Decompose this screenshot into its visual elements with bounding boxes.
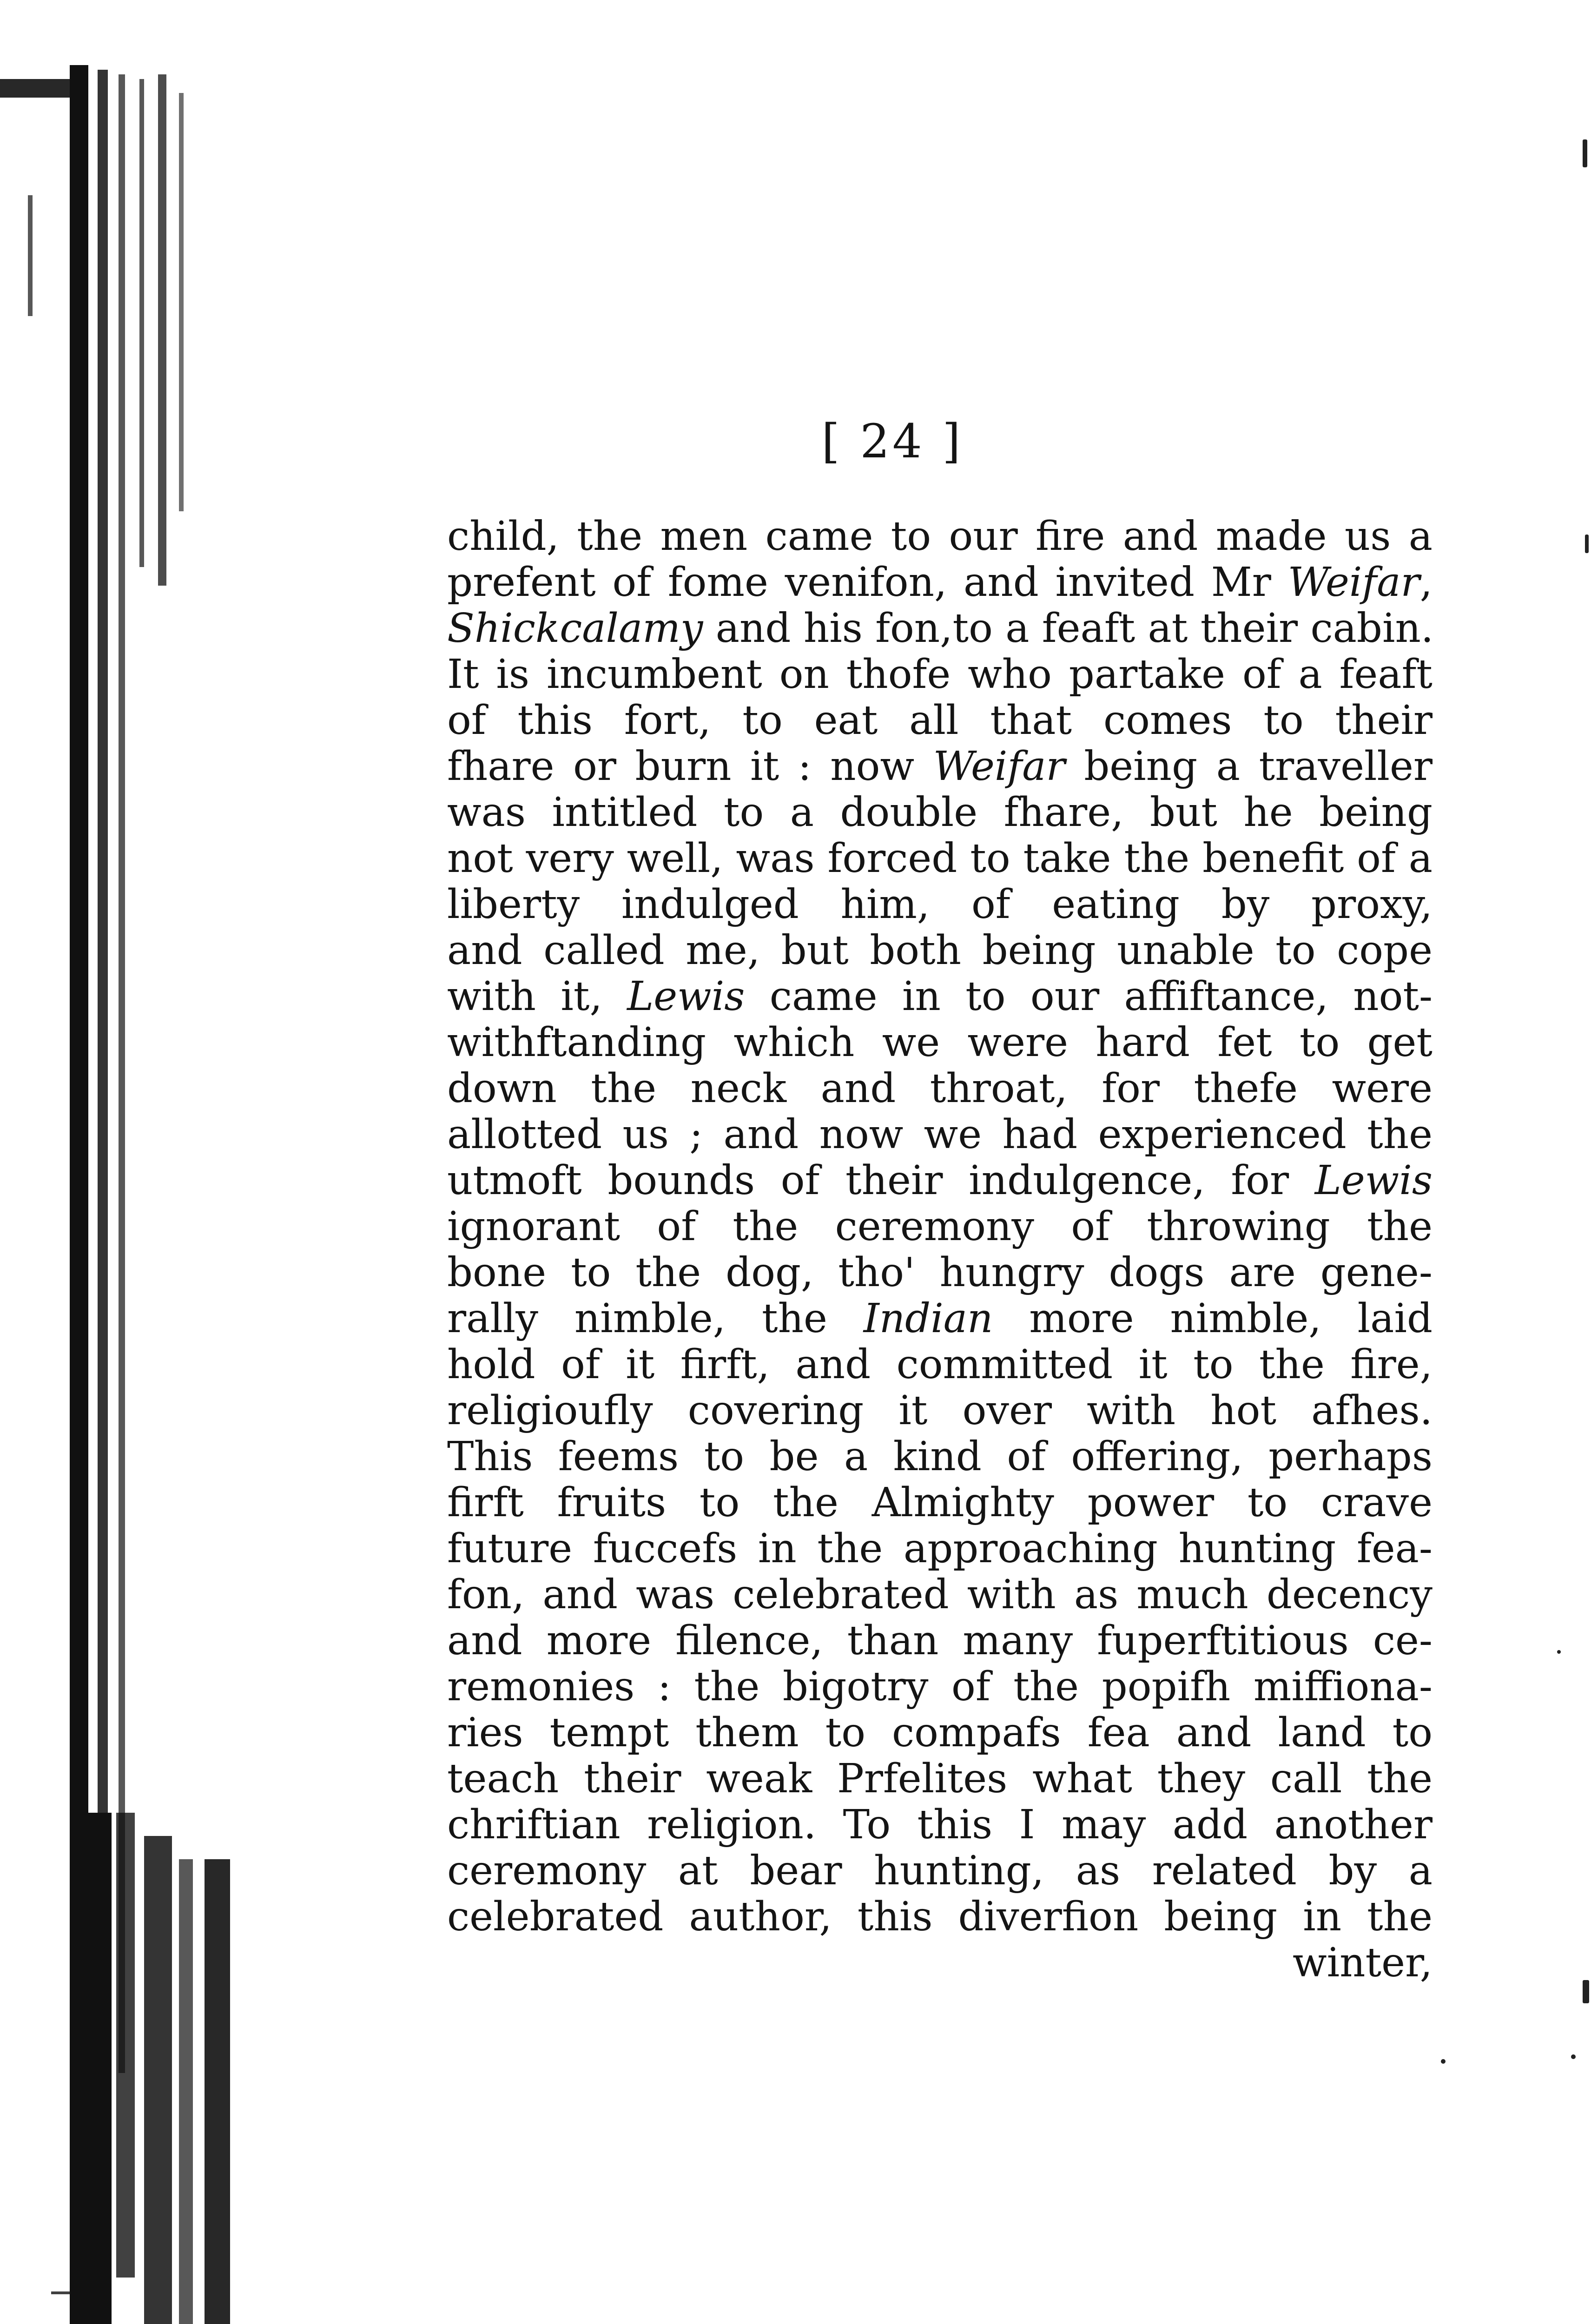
text-line: child, the men came to our fire and made us a: [447, 513, 1433, 560]
text-line: withftanding which we were hard fet to get: [447, 1019, 1433, 1066]
text-line: ceremony at bear hunting, as related by a: [447, 1848, 1433, 1894]
text-line: Shickcalamy and his fon,to a feaft at their cabin.: [447, 605, 1434, 652]
text-line: This feems to be a kind of offering, perhaps: [447, 1433, 1433, 1480]
text-line: prefent of fome venifon, and invited Mr Weifar,: [447, 559, 1433, 606]
text-line: and more filence, than many fuperftitious ce-: [447, 1618, 1433, 1664]
text-line: It is incumbent on thofe who partake of a feaft: [447, 651, 1433, 698]
text-line: remonies : the bigotry of the popifh miffiona-: [447, 1664, 1433, 1710]
text-line: not very well, was forced to take the benefit of a: [447, 835, 1433, 882]
text-line: fhare or burn it : now Weifar being a traveller: [447, 743, 1433, 790]
text-line: fon, and was celebrated with as much decency: [447, 1571, 1433, 1618]
text-line: ries tempt them to compafs fea and land to: [447, 1710, 1433, 1756]
body-text: [447, 514, 1433, 1986]
text-line: was intitled to a double fhare, but he being: [447, 789, 1433, 836]
text-line: ignorant of the ceremony of throwing the: [447, 1203, 1433, 1250]
binding-shadow: [0, 0, 223, 2324]
text-line: and called me, but both being unable to cope: [447, 927, 1433, 974]
text-line: allotted us ; and now we had experienced the: [447, 1111, 1433, 1158]
text-line: liberty indulged him, of eating by proxy,: [447, 881, 1433, 928]
text-line: of this fort, to eat all that comes to their: [447, 697, 1433, 744]
text-line: future fuccefs in the approaching hunting fea-: [447, 1525, 1433, 1572]
text-line: hold of it firft, and committed it to the fire,: [447, 1341, 1433, 1388]
text-line: bone to the dog, tho' hungry dogs are gene-: [447, 1249, 1433, 1296]
text-line: utmoft bounds of their indulgence, for Lewis: [447, 1157, 1433, 1204]
text-line: celebrated author, this diverfion being in the: [447, 1894, 1433, 1940]
text-line: teach their weak Prfelites what they call the: [447, 1756, 1433, 1802]
text-line: chriftian religion. To this I may add another: [447, 1802, 1433, 1848]
text-line: with it, Lewis came in to our affiftance, not-: [447, 973, 1433, 1020]
text-line: rally nimble, the Indian more nimble, laid: [447, 1295, 1433, 1342]
page-number-header: [ 24 ]: [821, 414, 964, 469]
text-line: winter,: [1293, 1940, 1433, 1986]
text-line: firft fruits to the Almighty power to crave: [447, 1479, 1433, 1526]
text-line: down the neck and throat, for thefe were: [447, 1065, 1433, 1112]
text-line: religioufly covering it over with hot afhes.: [447, 1387, 1433, 1434]
